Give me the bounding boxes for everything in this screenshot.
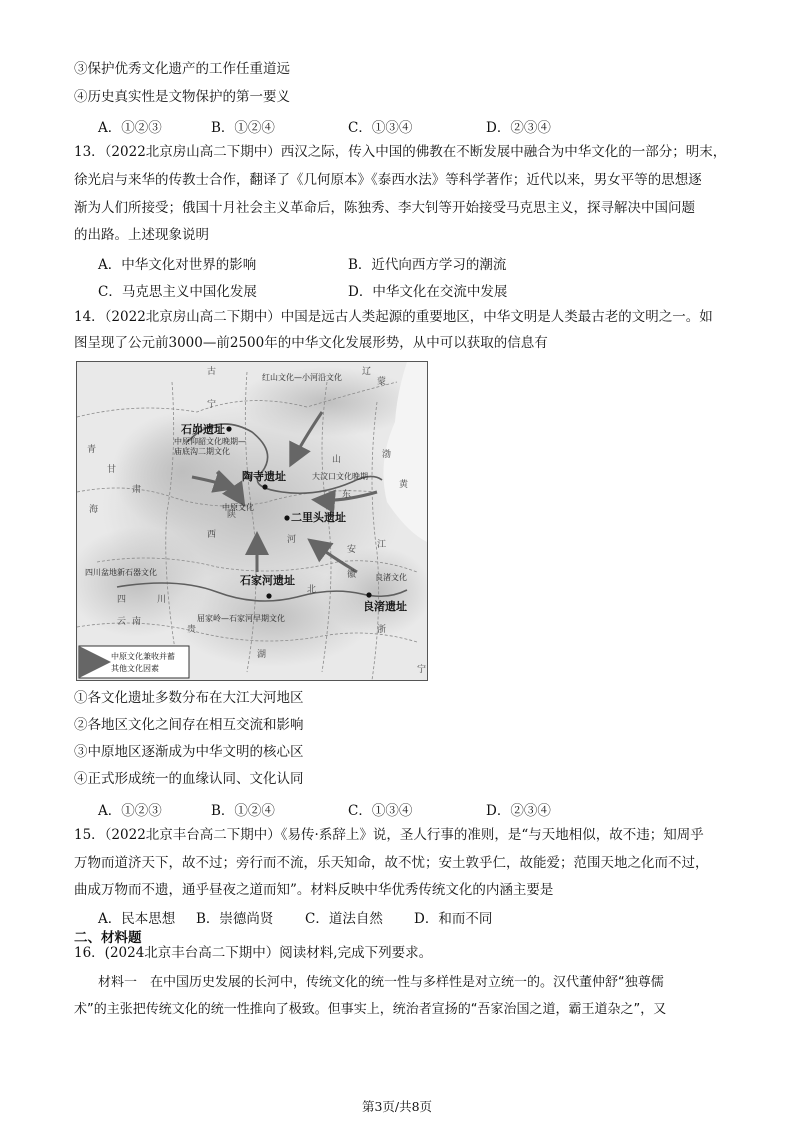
q14-item-2: ②各地区文化之间存在相互交流和影响 [74, 717, 304, 733]
q13-option-a[interactable]: A．中华文化对世界的影响 [98, 257, 257, 273]
legend-line-2: 其他文化因素 [111, 664, 159, 673]
q13-stem-line-1: 13．（2022北京房山高二下期中）西汉之际，传入中国的佛教在不断发展中融合为中华文化的一部分；明末， [74, 144, 727, 160]
site-label-shijiahe: 石家河遗址 [240, 574, 295, 587]
region-char: 山 [332, 455, 342, 465]
region-char: 古 [207, 367, 217, 377]
region-char: 肃 [132, 485, 142, 495]
region-char: 渤 [382, 450, 392, 460]
q12-option-b[interactable]: B．①②④ [211, 120, 275, 136]
region-char: 南 [132, 617, 142, 627]
site-dot-shijiahe [266, 593, 271, 598]
region-char: 北 [307, 585, 317, 595]
region-char: 四 [117, 595, 127, 605]
q12-option-d[interactable]: D．②③④ [486, 120, 551, 136]
region-char: 青 [87, 445, 97, 455]
region-char: 辽 [362, 367, 372, 377]
q13-stem-line-4: 的出路。上述现象说明 [74, 227, 209, 243]
culture-label-hongshan: 红山文化—小河沿文化 [262, 373, 342, 382]
q15-option-d[interactable]: D．和而不同 [414, 911, 493, 927]
q16-stem: 16．(2024北京丰台高二下期中）阅读材料,完成下列要求。 [74, 945, 433, 961]
site-dot-taosi [262, 484, 267, 489]
region-char: 江 [377, 540, 387, 550]
q15-options [0, 907, 794, 925]
region-char: 徽 [347, 570, 357, 580]
region-char: 安 [347, 545, 357, 555]
region-char: 陕 [227, 510, 237, 520]
q12-item-3: ③保护优秀文化遗产的工作任重道远 [74, 61, 290, 77]
site-dot-liangzhu [366, 592, 371, 597]
culture-label-sichuan: 四川盆地新石器文化 [85, 568, 157, 577]
region-char: 海 [89, 505, 99, 515]
q13-stem-line-3: 渐为人们所接受；俄国十月社会主义革命后，陈独秀、李大钊等开始接受马克思主义，探寻解决中国问题 [74, 200, 695, 216]
region-char: 云 [117, 617, 127, 627]
q14-item-1: ①各文化遗址多数分布在大江大河地区 [74, 690, 304, 706]
q16-material-line-1: 材料一 在中国历史发展的长河中，传统文化的统一性与多样性是对立统一的。汉代董仲舒“独尊儒 [98, 975, 664, 990]
culture-distribution-map [76, 361, 428, 681]
q15-option-a[interactable]: A．民本思想 [98, 911, 176, 927]
region-char: 宁 [207, 400, 217, 410]
q15-stem-line-2: 万物而道济天下，故不过；旁行而不流，乐天知命，故不忧；安土敦乎仁，故能爱；范围天地之化而不过， [74, 855, 709, 871]
region-char: 甘 [107, 465, 117, 475]
region-char: 川 [157, 595, 167, 605]
q14-item-4: ④正式形成统一的血缘认同、文化认同 [74, 771, 304, 787]
q14-option-a[interactable]: A．①②③ [98, 803, 162, 819]
q14-stem-line-1: 14．（2022北京房山高二下期中）中国是远古人类起源的重要地区，中华文明是人类最古老的文明之一。如 [74, 309, 713, 325]
q14-stem-line-2: 图呈现了公元前3000—前2500年的中华文化发展形势，从中可以获取的信息有 [74, 335, 548, 351]
site-dot-shimao [226, 426, 231, 431]
page-number: 第3页/共8页 [361, 1099, 433, 1114]
site-label-shimao: 石峁遗址 [181, 423, 225, 436]
region-char: 西 [207, 530, 217, 540]
region-char: 东 [342, 490, 352, 500]
legend-line-1: 中原文化兼收并蓄 [111, 652, 175, 661]
region-char: 浙 [377, 625, 387, 635]
q15-stem-line-1: 15．（2022北京丰台高二下期中）《易传·系辞上》说，圣人行事的准则，是“与天地相似，故不违；知周乎 [74, 827, 704, 843]
q12-option-a[interactable]: A．①②③ [98, 120, 162, 136]
culture-label-dawenkou: 大汶口文化晚期 [312, 472, 368, 481]
q13-option-c[interactable]: C．马克思主义中国化发展 [98, 284, 257, 300]
region-char: 黄 [399, 480, 409, 490]
q14-option-b[interactable]: B．①②④ [211, 803, 275, 819]
q12-options [0, 116, 794, 134]
q14-option-c[interactable]: C．①③④ [348, 803, 413, 819]
q13-option-d[interactable]: D．中华文化在交流中发展 [348, 284, 508, 300]
region-char: 宁 [417, 665, 427, 675]
q13-option-b[interactable]: B．近代向西方学习的潮流 [348, 257, 507, 273]
q12-item-4: ④历史真实性是文物保护的第一要义 [74, 89, 290, 105]
culture-note-yangshao-2: 庙底沟二期文化 [174, 447, 230, 456]
q15-option-c[interactable]: C．道法自然 [305, 911, 383, 927]
q13-options [0, 253, 794, 299]
culture-label-liangzhu: 良渚文化 [375, 573, 407, 582]
q16-material-line-2: 术”的主张把传统文化的统一性推向了极致。但事实上，统治者宣扬的“吾家治国之道，霸王道杂之”，又 [74, 1002, 667, 1017]
culture-note-yangshao-1: 中原仰韶文化晚期— [174, 437, 246, 446]
q15-stem-line-3: 曲成万物而不遗，通乎昼夜之道而知”。材料反映中华优秀传统文化的内涵主要是 [74, 882, 554, 898]
q12-option-c[interactable]: C．①③④ [348, 120, 413, 136]
site-dot-erlitou [284, 515, 289, 520]
culture-label-qujialing: 屈家岭—石家河早期文化 [197, 614, 285, 623]
q13-stem-line-2: 徐光启与来华的传教士合作，翻译了《几何原本》《泰西水法》等科学著作；近代以来，男女平等的思想逐 [74, 172, 702, 188]
region-char: 河 [287, 535, 297, 545]
section-2-heading: 二、材料题 [74, 930, 142, 946]
site-label-erlitou: 二里头遗址 [291, 511, 346, 524]
region-char: 贵 [187, 625, 197, 635]
region-char: 蒙 [377, 377, 387, 387]
q14-item-3: ③中原地区逐渐成为中华文明的核心区 [74, 744, 304, 760]
site-label-taosi: 陶寺遗址 [242, 470, 286, 483]
culture-label-zhongyuan: 中原文化 [222, 503, 254, 512]
q14-option-d[interactable]: D．②③④ [486, 803, 551, 819]
q15-option-b[interactable]: B．崇德尚贤 [196, 911, 274, 927]
q14-options [0, 799, 794, 817]
region-char: 湖 [257, 650, 267, 660]
site-label-liangzhu: 良渚遗址 [363, 600, 407, 613]
map-figure [77, 362, 427, 680]
map-legend [79, 646, 189, 678]
